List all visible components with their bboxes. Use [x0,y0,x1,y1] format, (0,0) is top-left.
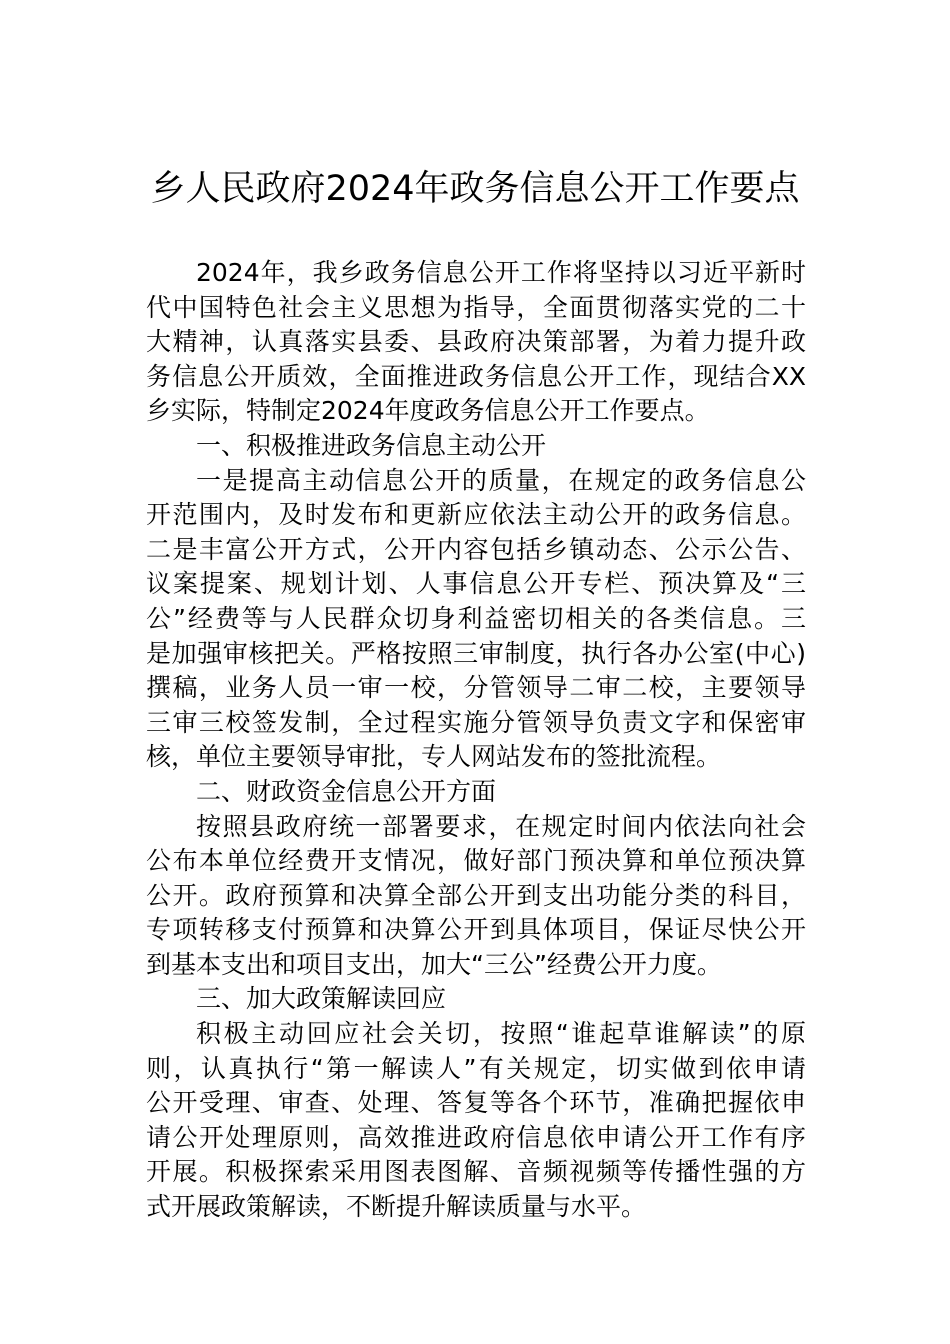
body-line: 二是丰富公开方式，公开内容包括乡镇动态、公示公告、 [146,534,806,564]
document-title: 乡人民政府2024年政务信息公开工作要点 [150,169,800,209]
body-line: 一是提高主动信息公开的质量，在规定的政务信息公 [196,465,806,495]
body-line: 大精神，认真落实县委、县政府决策部署，为着力提升政 [146,327,806,357]
body-line: 乡实际，特制定2024年度政务信息公开工作要点。 [146,396,710,426]
body-line: 三审三校签发制，全过程实施分管领导负责文字和保密审 [146,707,806,737]
body-line: 三、加大政策解读回应 [196,984,447,1014]
body-line: 公开。政府预算和决算全部公开到支出功能分类的科目， [146,880,806,910]
body-line: 务信息公开质效，全面推进政务信息公开工作，现结合XX [146,361,806,391]
body-line: 积极主动回应社会关切，按照“谁起草谁解读”的原 [196,1019,806,1049]
document-body [146,256,806,1225]
body-line: 公”经费等与人民群众切身利益密切相关的各类信息。三 [146,603,806,633]
body-line: 撰稿，业务人员一审一校，分管领导二审二校，主要领导 [146,673,806,703]
body-line: 则，认真执行“第一解读人”有关规定，切实做到依申请 [146,1053,806,1083]
body-line: 专项转移支付预算和决算公开到具体项目，保证尽快公开 [146,915,806,945]
body-line: 请公开处理原则，高效推进政府信息依申请公开工作有序 [146,1122,806,1152]
body-line: 式开展政策解读，不断提升解读质量与水平。 [146,1192,647,1222]
body-line: 一、积极推进政务信息主动公开 [196,430,547,460]
body-line: 开展。积极探索采用图表图解、音频视频等传播性强的方 [146,1157,806,1187]
body-line: 公布本单位经费开支情况，做好部门预决算和单位预决算 [146,846,806,876]
body-line: 核，单位主要领导审批，专人网站发布的签批流程。 [146,742,722,772]
body-line: 2024年，我乡政务信息公开工作将坚持以习近平新时 [196,258,806,287]
body-line: 开范围内，及时发布和更新应依法主动公开的政务信息。 [146,500,806,530]
body-line: 是加强审核把关。严格按照三审制度，执行各办公室(中心) [146,638,806,668]
body-line: 按照县政府统一部署要求，在规定时间内依法向社会 [196,811,806,841]
body-line: 代中国特色社会主义思想为指导，全面贯彻落实党的二十 [146,292,806,322]
body-line: 议案提案、规划计划、人事信息公开专栏、预决算及“三 [146,569,806,599]
body-line: 公开受理、审查、处理、答复等各个环节，准确把握依申 [146,1088,806,1118]
body-line: 二、财政资金信息公开方面 [196,776,497,806]
body-line: 到基本支出和项目支出，加大“三公”经费公开力度。 [146,949,722,979]
